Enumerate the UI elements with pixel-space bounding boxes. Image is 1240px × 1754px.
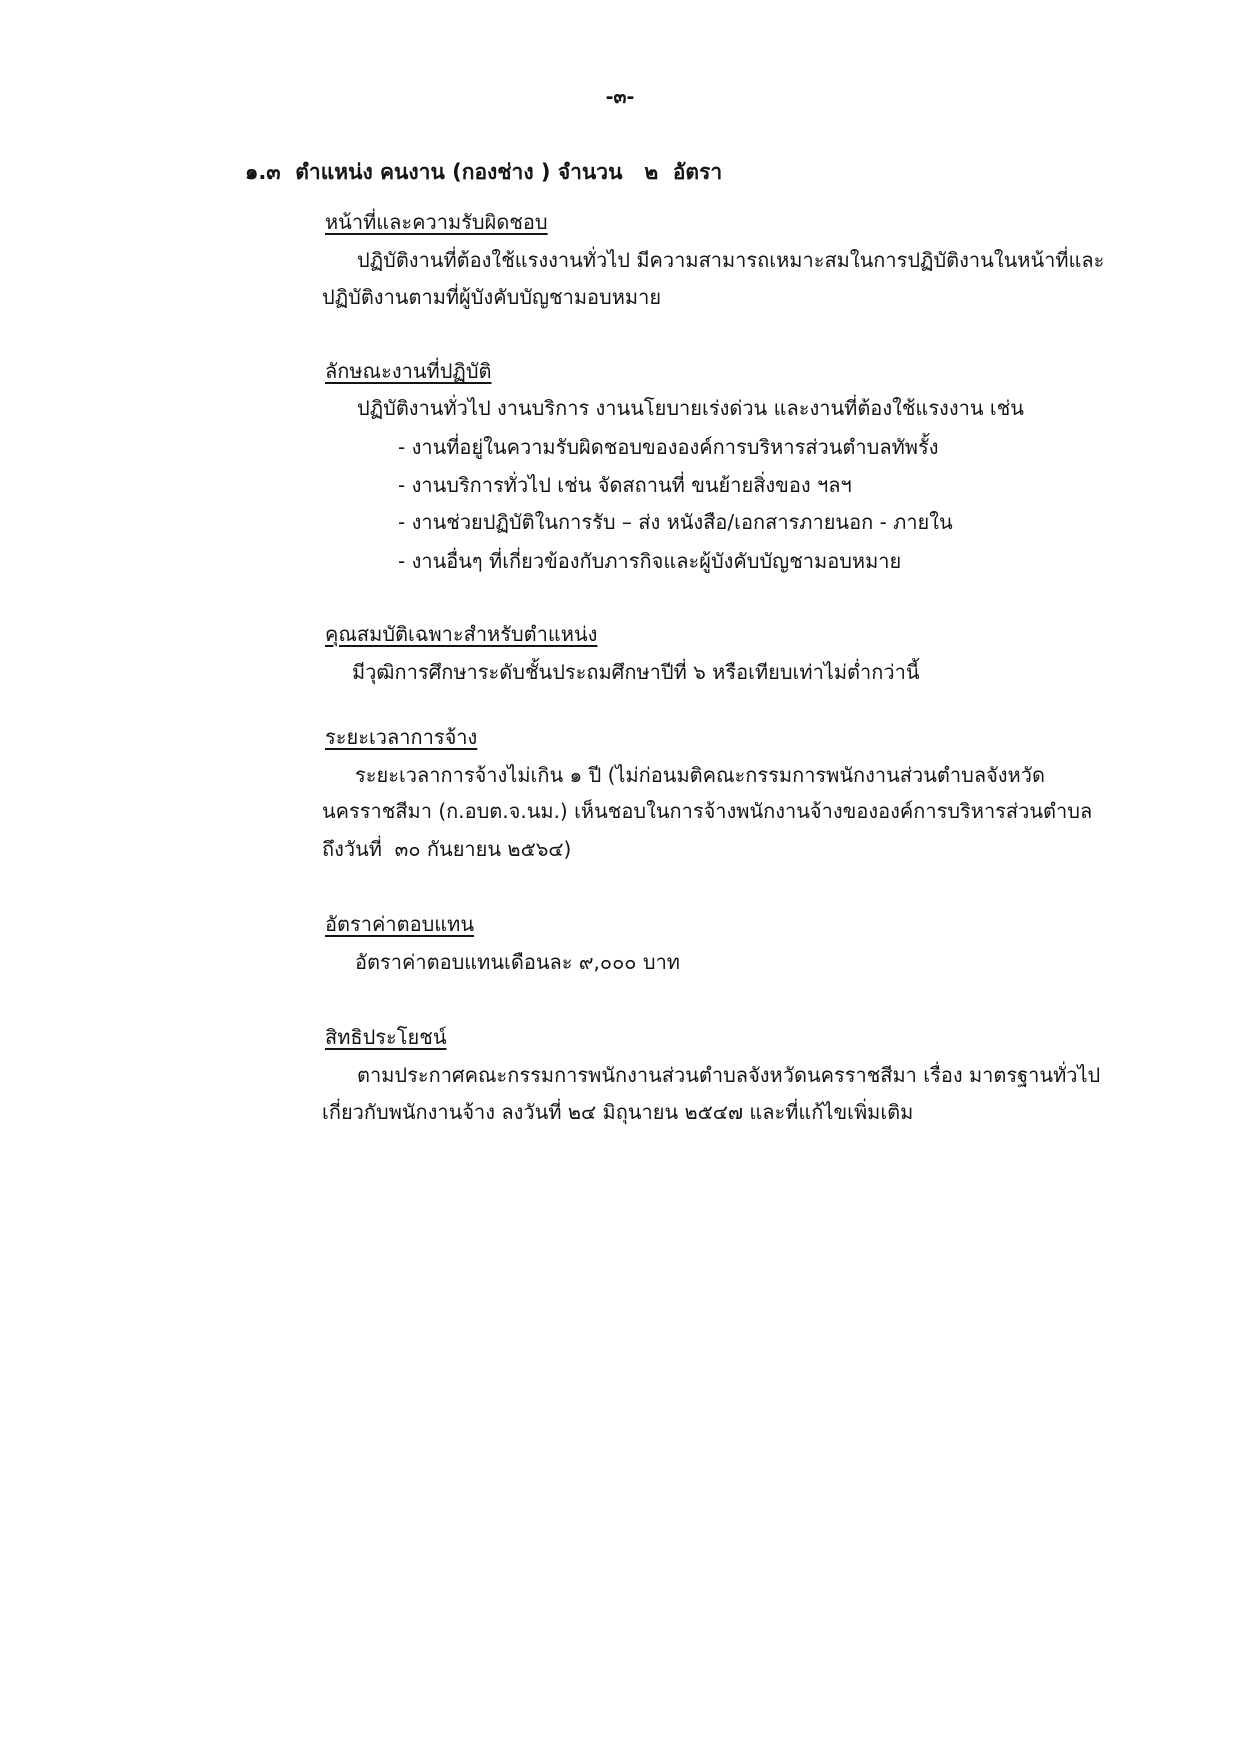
- work-list-item: - งานอื่นๆ ที่เกี่ยวข้องกับภารกิจและผู้บังคับบัญชามอบหมาย: [398, 549, 902, 573]
- work-list-item: - งานช่วยปฏิบัติในการรับ – ส่ง หนังสือ/เอกสารภายนอก - ภายใน: [398, 510, 953, 534]
- page-number: -๓-: [605, 86, 635, 108]
- work-title: ลักษณะงานที่ปฏิบัติ: [325, 359, 492, 383]
- work-intro: ปฏิบัติงานทั่วไป งานบริการ งานนโยบายเร่งด่วน และงานที่ต้องใช้แรงงาน เช่น: [357, 396, 1024, 420]
- benefits-title: สิทธิประโยชน์: [325, 1025, 447, 1049]
- work-list-item: - งานที่อยู่ในความรับผิดชอบขององค์การบริหารส่วนตำบลทัพรั้ง: [398, 435, 939, 459]
- pay-line: อัตราค่าตอบแทนเดือนละ ๙,๐๐๐ บาท: [355, 950, 680, 974]
- term-line: ระยะเวลาการจ้างไม่เกิน ๑ ปี (ไม่ก่อนมติคณะกรรมการพนักงานส่วนตำบลจังหวัด: [355, 763, 1045, 787]
- qualification-title: คุณสมบัติเฉพาะสำหรับตำแหน่ง: [325, 622, 598, 646]
- qualification-line: มีวุฒิการศึกษาระดับชั้นประถมศึกษาปีที่ ๖ หรือเทียบเท่าไม่ต่ำกว่านี้: [352, 660, 920, 684]
- pay-title: อัตราค่าตอบแทน: [325, 912, 475, 936]
- term-line: นครราชสีมา (ก.อบต.จ.นม.) เห็นชอบในการจ้างพนักงานจ้างขององค์การบริหารส่วนตำบล: [322, 799, 1093, 823]
- benefits-line: ตามประกาศคณะกรรมการพนักงานส่วนตำบลจังหวัดนครราชสีมา เรื่อง มาตรฐานทั่วไป: [357, 1063, 1101, 1087]
- term-line: ถึงวันที่ ๓๐ กันยายน ๒๕๖๔): [322, 837, 572, 861]
- duties-title: หน้าที่และความรับผิดชอบ: [325, 210, 548, 234]
- duties-line: ปฏิบัติงานที่ต้องใช้แรงงานทั่วไป มีความสามารถเหมาะสมในการปฏิบัติงานในหน้าที่และ: [357, 248, 1105, 272]
- work-list-item: - งานบริการทั่วไป เช่น จัดสถานที่ ขนย้ายสิ่งของ ฯลฯ: [398, 473, 852, 497]
- position-heading: ๑.๓ ตำแหน่ง คนงาน (กองช่าง ) จำนวน ๒ อัตรา: [245, 160, 723, 184]
- benefits-line: เกี่ยวกับพนักงานจ้าง ลงวันที่ ๒๔ มิถุนายน ๒๕๔๗ และที่แก้ไขเพิ่มเติม: [322, 1100, 914, 1124]
- term-title: ระยะเวลาการจ้าง: [325, 725, 478, 749]
- duties-line: ปฏิบัติงานตามที่ผู้บังคับบัญชามอบหมาย: [322, 285, 662, 309]
